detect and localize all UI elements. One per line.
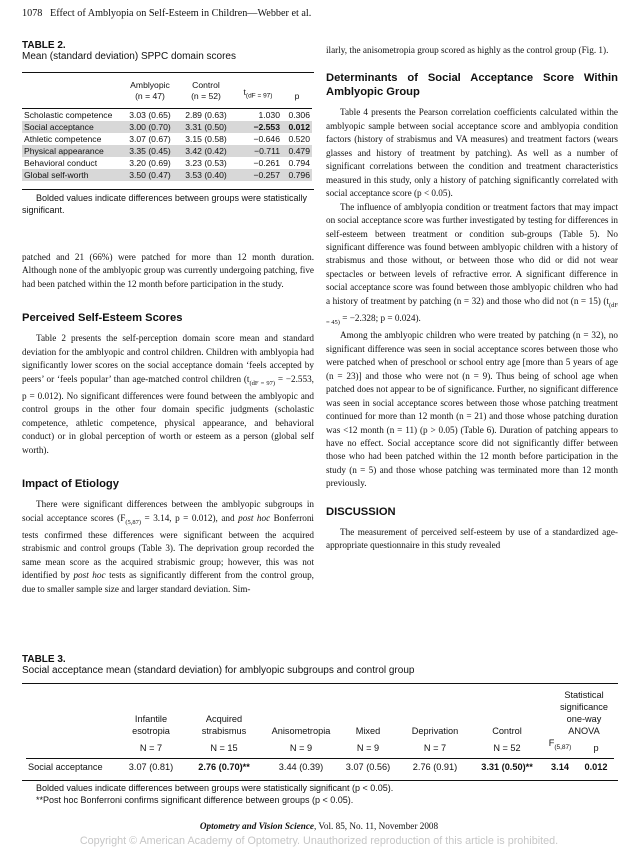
page-number: 1078 [22,8,43,19]
section-heading-determinants: Determinants of Social Acceptance Score Within Amblyopic Group [326,72,618,99]
section-heading-etiology: Impact of Etiology [22,478,119,491]
table-row: Athletic competence 3.07 (0.67) 3.15 (0.58) −0.646 0.520 [24,134,310,144]
table-row: Social acceptance 3.07 (0.81) 2.76 (0.70)** 3.44 (0.39) 3.07 (0.56) 2.76 (0.91) 3.31 (0.50)** 3.14 0.012 [28,761,608,772]
table-2 [22,80,312,181]
table-3-footnotes: Bolded values indicate differences between groups were statistically significant (p < 0.05). **Post hoc Bonferroni confirms significant difference between groups (p < 0.05). [36,783,394,805]
right-column [326,44,618,553]
paragraph: Among the amblyopic children who were treated by patching (n = 32), no significant difference was seen in social acceptance scores between those who were patched when of preschool or school entry age [more than 5 years of age (n = 23)] and those who were not (n = 9). Thus being of school age when patched does not appear to be of significance. Further, no significant difference was seen in social acceptance scores between those whose patching treatment continued for more than 12 month (n = 21) and those whose patching duration was <12 month (n = 11) (p > 0.05) (Table 6). Duration of patching appears to have no effect. Social acceptance score did not significantly differ between those who had been patched within the 12 month before participation in the study (n = 5) and those whose patching was terminated more than 12 month previously. [326,330,618,489]
t3-col-infantile: Infantile esotropia [132,714,170,736]
t2-head-p: p [294,91,300,101]
table-2-block [22,40,314,62]
t3-col-acquired: Acquired strabismus [201,714,247,736]
table-3-block [22,654,618,676]
table-2-footnote: Bolded values indicate differences between groups were statistically significant. [22,193,307,215]
t2-head-control: Control (n = 52) [191,80,221,101]
t3-col-mixed: Mixed [355,726,381,736]
paragraph: There were significant differences between the amblyopic subgroups in social acceptance scores ($F_{(5,87)} = 3.14$, p = 0.012), and post hoc Bonferroni tests confirmed these differences were significant between the acquired strabismic and control groups (Table 3). The deprivation group recorded the same mean score as the acquired strabismic group; however, this was not identified by post hoc tests as significantly different from the control group, due to smaller sample size and larger standard deviation. Sim- [22,499,314,594]
table-3-label: TABLE 3. [22,654,66,665]
t2-head-t: $t_{(dF = 97)}$ [243,87,273,100]
t3-col-control: Control [492,726,522,736]
table-row: Global self-worth 3.50 (0.47) 3.53 (0.40) −0.257 0.796 [24,170,310,180]
t3-col-anova: Statistical significance one-way ANOVA [559,690,608,736]
table-2-bottom-rule [22,189,314,190]
copyright-watermark: Copyright © American Academy of Optometry. Unauthorized reproduction of this article is prohibited. [79,835,559,847]
table-row: Behavioral conduct 3.20 (0.69) 3.23 (0.53) −0.261 0.794 [24,158,310,168]
paragraph: Table 4 presents the Pearson correlation coefficients calculated within the amblyopic sample between social acceptance score and amblyopia condition factors (history of strabismus and VA measures) and treatment factors (wears glasses and history of treatment by patching). As well as a number of significant correlations between the condition and treatment characteristics measured in this study, only a history of patching significantly correlated with social acceptance score (p < 0.05). [326,107,618,199]
table-row: Social acceptance 3.00 (0.70) 3.31 (0.50) −2.553 0.012 [24,122,310,132]
journal-footer: Optometry and Vision Science, Vol. 85, No. 11, November 2008 [199,821,439,831]
table-3-bottom-rule [22,780,618,781]
table-2-label: TABLE 2. [22,40,66,51]
t2-head-amblyopic: Amblyopic (n = 47) [130,80,170,101]
running-head [22,8,311,19]
paragraph: Table 2 presents the self-perception domain score mean and standard deviation for the amblyopic and control children. Children with amblyopia had significantly lower scores on the social acceptance domain ‘feels accepted by peers’ or ‘feels popular’ than age-matched control children ($t_{(dF = 97)} = -2.553$, p = 0.012). No significant differences were found between the amblyopic and control groups in the other four domain specific judgments (scholastic competence, athletic competence, physical appearance, and behavioral conduct) or in global perception of worth or esteem as a person (global self worth). [22,333,314,455]
paragraph: ilarly, the anisometropia group scored as highly as the control group (Fig. 1). [326,45,609,55]
table-row: Scholastic competence 3.03 (0.65) 2.89 (0.63) 1.030 0.306 [24,110,310,120]
running-title: Effect of Amblyopia on Self-Esteem in Children—Webber et al. [50,8,312,19]
section-heading-perceived: Perceived Self-Esteem Scores [22,312,183,325]
paragraph: patched and 21 (66%) were patched for more than 12 month duration. Although none of the amblyopic group was currently undergoing patching, five had been patched within the 12 month before participation in the study. [22,252,314,289]
table-3: Infantile esotropia Acquired strabismus Anisometropia Mixed Deprivation Control Statistical significance one-way ANOVA N = 7 N = 15 N = 9 N = 9 N = 7 N = 52 $F_{(5,87)}$ p Social acceptance 3.07 (0.81) 2.76 (0.70)** 3.44 (0.39) 3.07 (0.56) 2.76 (0.91) 3.31 (0.50)** 3.14 0.012 [26,689,614,775]
paragraph: The influence of amblyopia condition or treatment factors that may impact on social acceptance score was further investigated by testing for differences in self-esteem between treatment or condition sub-groups (Table 5). No significant difference was found between amblyopic children with a history of strabismus and those without, or between those who did or did not wear spectacles or between levels of refractive error. A significant difference in social acceptance score was found between those amblyopic children who had a history of treatment by patching (n = 32) and those who did not (n = 15) ($t_{(dF = 45)} = -2.328$; p = 0.024). [326,201,618,326]
t3-col-aniso: Anisometropia [271,726,331,736]
t3-head-f: $F_{(5,87)}$ [548,738,572,751]
t3-head-p: p [593,742,599,753]
left-column [22,251,314,596]
table-2-top-rule [22,72,314,73]
table-2-caption: Mean (standard deviation) SPPC domain scores [22,51,236,62]
paragraph: The measurement of perceived self-esteem by use of a standardized age-appropriate questionnaire in this study revealed [326,526,618,551]
section-heading-discussion: DISCUSSION [326,505,396,518]
t3-col-deprivation: Deprivation [411,726,459,736]
table-3-top-rule [22,683,618,684]
table-row: Physical appearance 3.35 (0.45) 3.42 (0.42) −0.711 0.479 [24,146,310,156]
table-3-caption: Social acceptance mean (standard deviation) for amblyopic subgroups and control group [22,665,415,676]
